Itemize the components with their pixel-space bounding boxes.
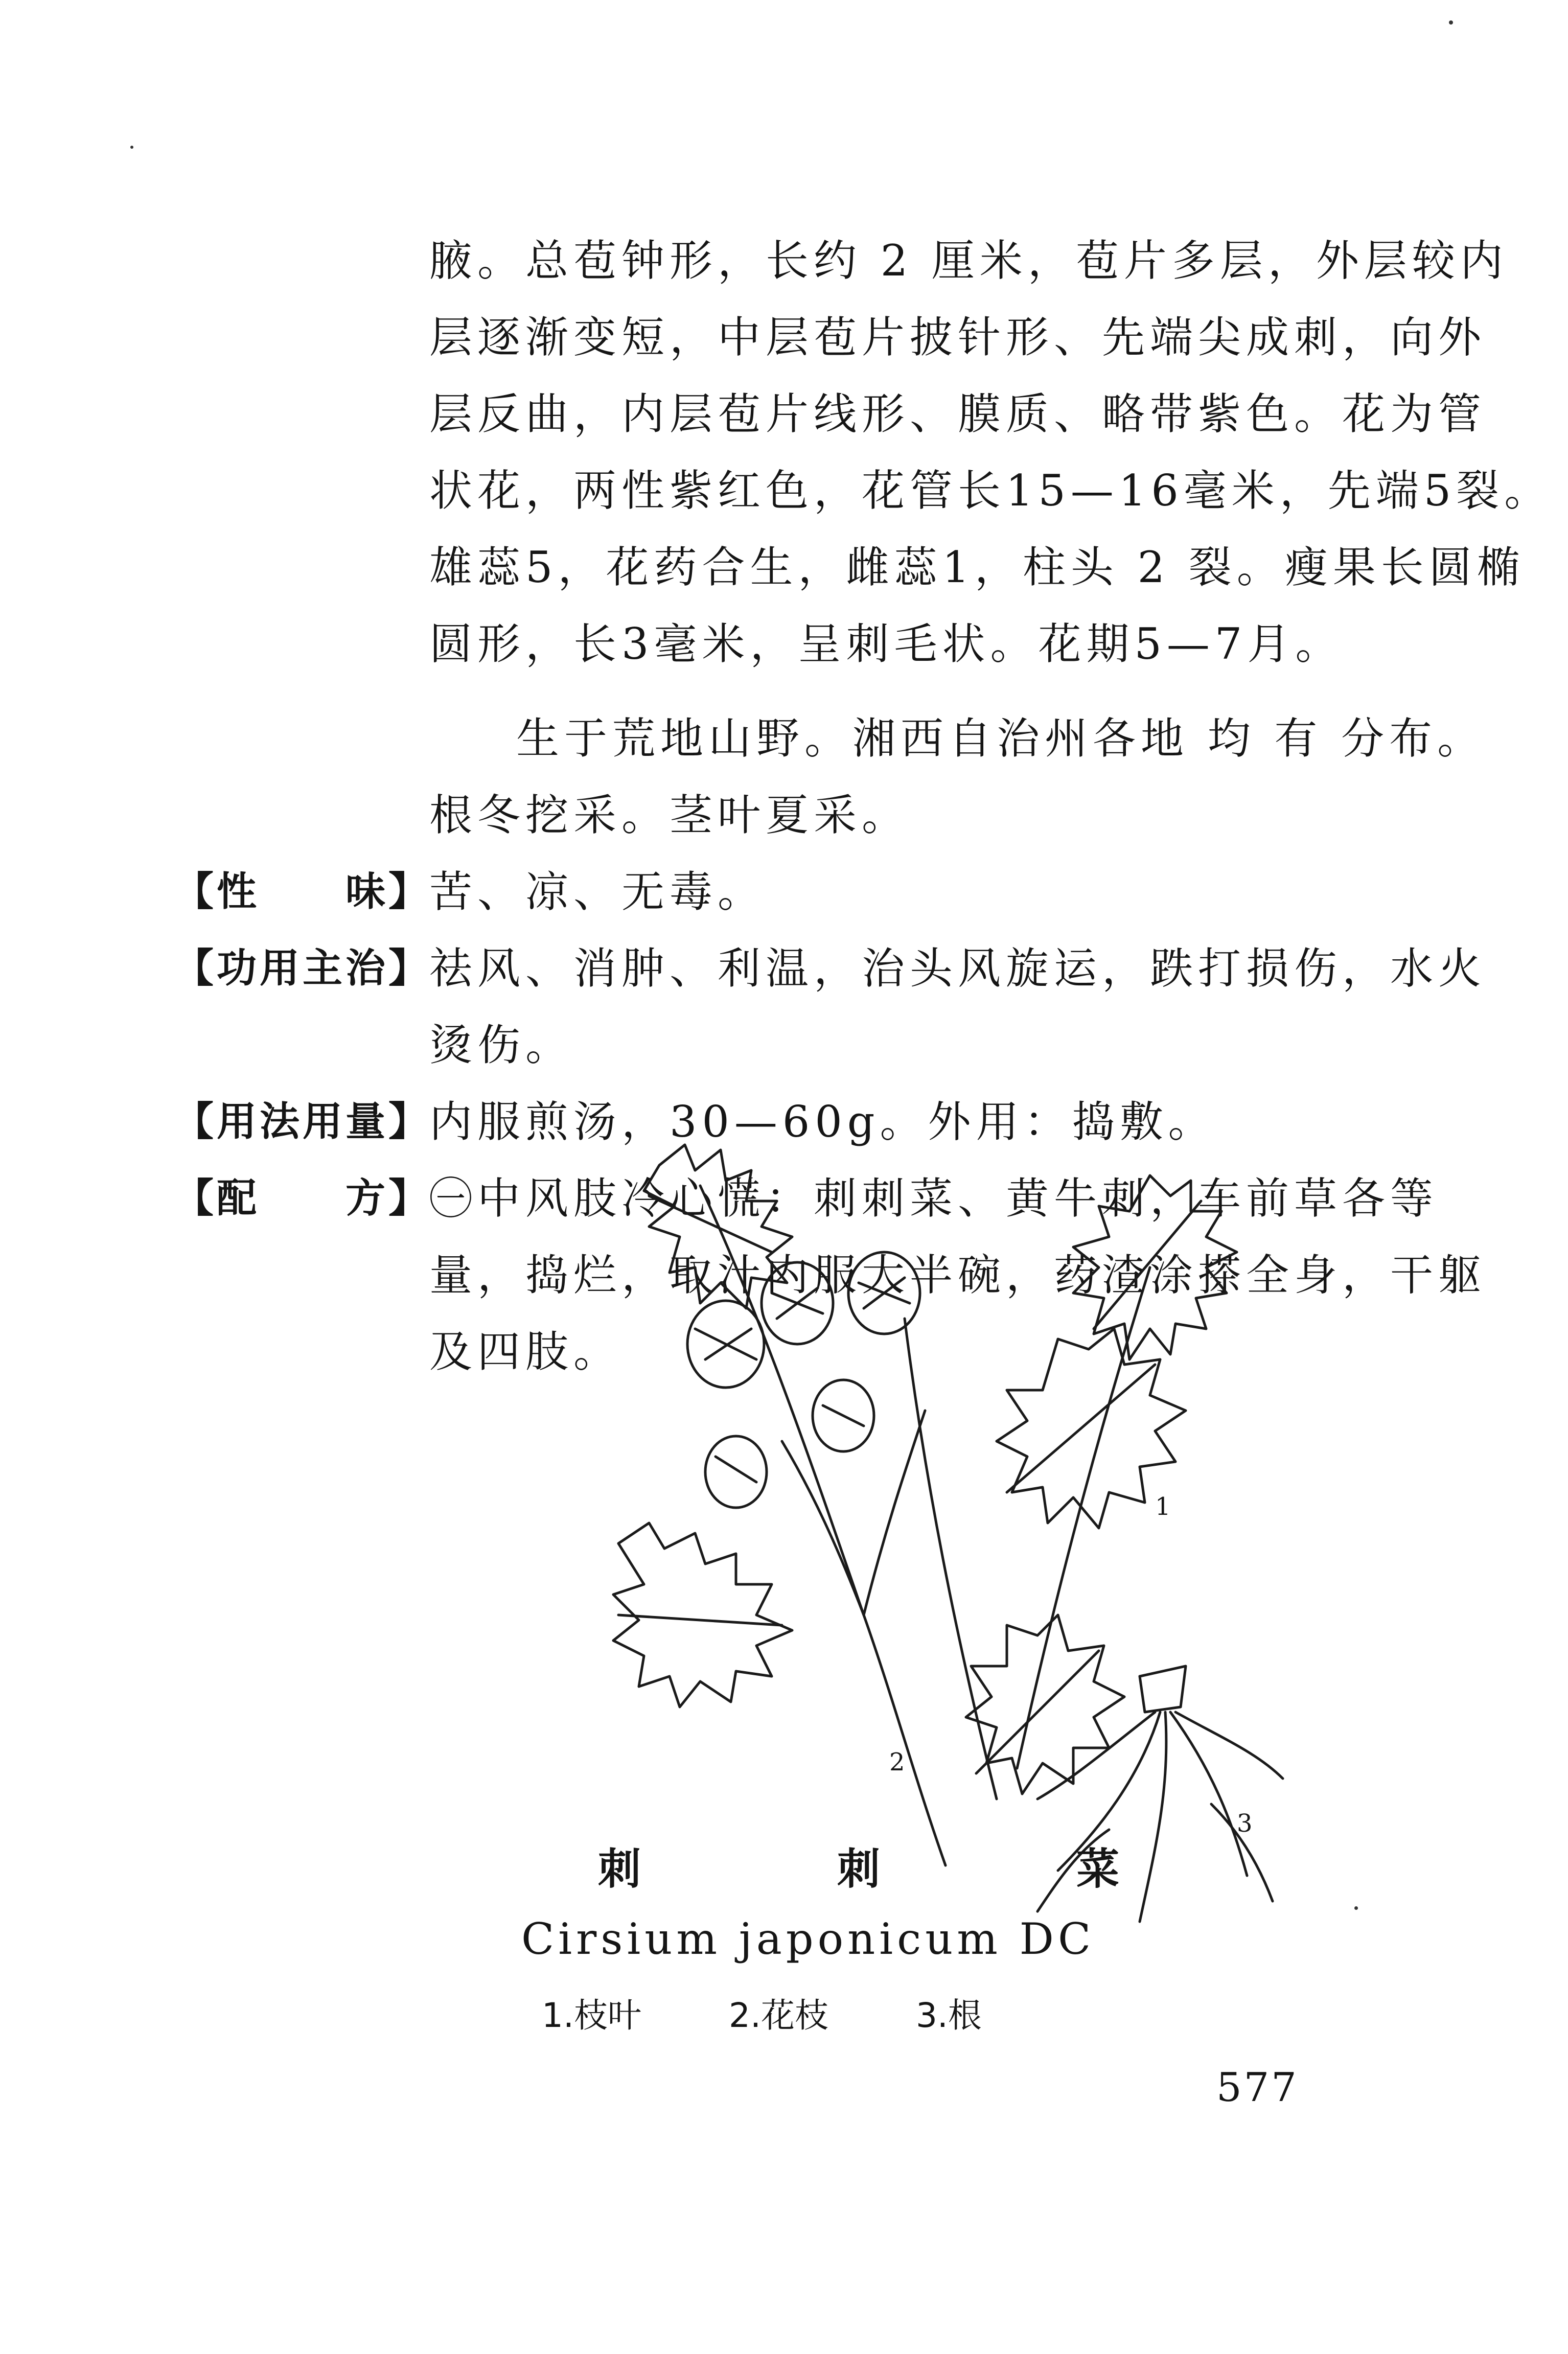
part-label: 1.枝叶 (542, 1996, 641, 2035)
section-text: 祛风、消肿、利温，治头风旋运，跌打损伤，水火 (429, 943, 1487, 994)
figure-latin-name: Cirsium japonicum DC (521, 1914, 1095, 1964)
scan-speck (1354, 1906, 1358, 1910)
section-text: 量，捣烂，取汁内服大半碗，药渣涂搽全身，干躯 (429, 1250, 1487, 1300)
section-label-xingwei: 【性 味】 (174, 869, 432, 915)
callout-number: 3 (1237, 1809, 1253, 1838)
scan-speck (130, 146, 133, 149)
section-text: ㊀中风肢冷心慌：刺刺菜、黄牛刺，车前草各等 (429, 1173, 1439, 1224)
callout-number: 1 (1155, 1492, 1171, 1521)
callout-number: 2 (889, 1748, 905, 1776)
body-line: 层反曲，内层苞片线形、膜质、略带紫色。花为管 (429, 389, 1487, 439)
part-label: 3.根 (915, 1996, 982, 2035)
section-text: 苦、凉、无毒。 (429, 867, 766, 917)
body-line: 状花，两性紫红色，花管长15—16毫米，先端5裂。 (429, 466, 1553, 516)
part-label: 2.花枝 (728, 1996, 828, 2035)
figure-part-labels (542, 1988, 1058, 2037)
section-label-yongfa: 【用法用量】 (174, 1099, 432, 1145)
body-line: 层逐渐变短，中层苞片披针形、先端尖成刺，向外 (429, 312, 1487, 362)
section-label-peifang: 【配 方】 (174, 1175, 432, 1221)
page-number: 577 (1216, 2065, 1299, 2111)
habitat-line: 根冬挖采。茎叶夏采。 (429, 790, 910, 840)
habitat-line: 生于荒地山野。湘西自治州各地 均 有 分布。 (516, 713, 1486, 764)
figure-title: 刺 刺 菜 (598, 1844, 1196, 1894)
section-text: 烫伤。 (429, 1020, 574, 1070)
body-line: 雄蕊5，花药合生，雌蕊1，柱头 2 裂。瘦果长圆椭 (429, 542, 1525, 592)
body-line: 圆形，长3毫米，呈刺毛状。花期5—7月。 (429, 619, 1344, 669)
section-label-gongyong: 【功用主治】 (174, 945, 432, 991)
scan-speck (1449, 20, 1453, 25)
body-line: 腋。总苞钟形，长约 2 厘米，苞片多层，外层较内 (429, 236, 1508, 286)
section-text: 及四肢。 (429, 1327, 622, 1377)
section-text: 内服煎汤，30—60g。外用：捣敷。 (429, 1097, 1216, 1147)
